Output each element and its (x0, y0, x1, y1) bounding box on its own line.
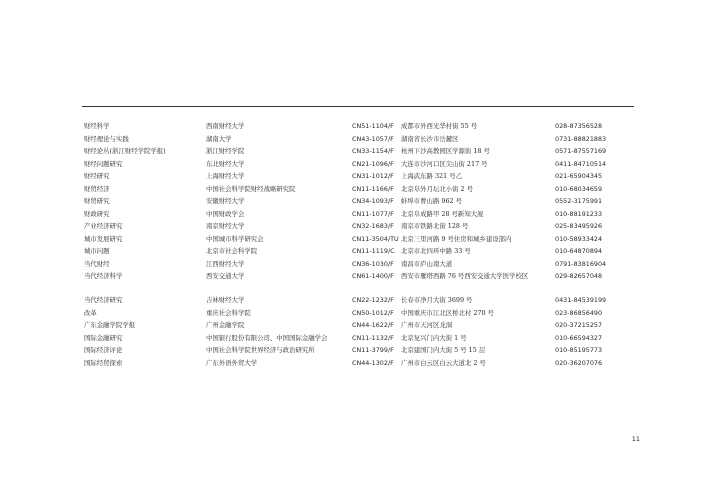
page-number: 11 (631, 435, 640, 443)
address-cell: 长春市净月大街 3699 号 (401, 296, 473, 304)
cn-number-cell: CN44-1302/F (352, 358, 394, 367)
phone-cell: 010-85195773 (555, 346, 603, 354)
table-row (82, 135, 638, 148)
phone-cell: 0552-3175991 (555, 197, 603, 205)
cn-number-cell: CN11-3799/F (352, 346, 394, 354)
publisher-cell: 东北财经大学 (206, 159, 245, 168)
table-row (82, 172, 638, 185)
table-row (82, 309, 638, 322)
journal-name-cell: 财经理论与实践 (84, 134, 129, 143)
publisher-cell: 西南财经大学 (206, 122, 245, 130)
journal-name-cell: 财经科学 (84, 122, 110, 130)
phone-cell: 020-37215257 (555, 321, 603, 329)
table-row (82, 334, 638, 347)
journal-name-cell: 国际金融研究 (84, 333, 123, 342)
address-cell: 西安市雁塔西路 76 号西安交通大学医学校区 (401, 272, 529, 280)
journal-table (82, 122, 638, 371)
journal-name-cell: 财经问题研究 (84, 159, 123, 168)
table-row (82, 346, 638, 359)
table-row (82, 185, 638, 198)
phone-cell: 0731-88821883 (555, 134, 607, 143)
phone-cell: 010-88191233 (555, 209, 603, 218)
table-row (82, 272, 638, 296)
cn-number-cell: CN34-1093/F (352, 197, 394, 205)
cn-number-cell: CN11-1166/F (352, 184, 394, 193)
address-cell: 北京复兴门内大街 1 号 (401, 333, 467, 342)
address-cell: 广州市白云区白云大道北 2 号 (401, 358, 486, 367)
address-cell: 上海武东路 321 号乙 (401, 172, 462, 180)
address-cell: 中国重庆市江北区桥北村 270 号 (401, 308, 494, 317)
cn-number-cell: CN44-1622/F (352, 321, 394, 329)
address-cell: 大连市沙河口区尖山街 217 号 (401, 159, 488, 168)
publisher-cell: 中国社会科学院世界经济与政治研究所 (206, 346, 315, 354)
table-row (82, 260, 638, 273)
publisher-cell: 中国银行股份有限公司、中国国际金融学会 (206, 333, 328, 342)
address-cell: 北京市北四环中路 33 号 (401, 247, 471, 255)
address-cell: 北京阜外月坛北小街 2 号 (401, 184, 474, 193)
cn-number-cell: CN32-1683/F (352, 222, 394, 230)
phone-cell: 023-86856490 (555, 308, 603, 317)
address-cell: 蚌埠市曹山路 962 号 (401, 197, 462, 205)
cn-number-cell: CN36-1030/F (352, 259, 394, 268)
journal-name-cell: 广东金融学院学报 (84, 321, 136, 329)
phone-cell: 020-36207076 (555, 358, 603, 367)
publisher-cell: 江西财经大学 (206, 259, 245, 268)
cn-number-cell: CN61-1400/F (352, 272, 394, 280)
address-cell: 广州市天河区龙洞 (401, 321, 453, 329)
cn-number-cell: CN21-1096/F (352, 159, 394, 168)
address-cell: 北京建国门内大街 5 号 15 层 (401, 346, 486, 354)
publisher-cell: 吉林财经大学 (206, 296, 245, 304)
table-row (82, 147, 638, 160)
phone-cell: 021-65904345 (555, 172, 603, 180)
journal-name-cell: 当代经济研究 (84, 296, 123, 304)
cn-number-cell: CN31-1012/F (352, 172, 394, 180)
journal-name-cell: 国际经济评论 (84, 346, 123, 354)
phone-cell: 0411-84710514 (555, 159, 607, 168)
address-cell: 北京三里河路 9 号住房和城乡建设部内 (401, 234, 512, 243)
publisher-cell: 上海财经大学 (206, 172, 245, 180)
publisher-cell: 中国城市科学研究会 (206, 234, 264, 243)
journal-name-cell: 财贸研究 (84, 197, 110, 205)
table-row (82, 210, 638, 223)
cn-number-cell: CN11-1077/F (352, 209, 394, 218)
phone-cell: 010-64870894 (555, 247, 603, 255)
table-row (82, 197, 638, 210)
publisher-cell: 中国社会科学院财经战略研究院 (206, 184, 296, 193)
journal-name-cell: 财政研究 (84, 209, 110, 218)
publisher-cell: 浙江财经学院 (206, 147, 245, 155)
phone-cell: 028-87356528 (555, 122, 603, 130)
journal-name-cell: 改革 (84, 308, 97, 317)
table-row (82, 160, 638, 173)
address-cell: 北京阜成路甲 28 号新知大厦 (401, 209, 484, 218)
publisher-cell: 广东外语外贸大学 (206, 358, 258, 367)
cn-number-cell: CN51-1104/F (352, 122, 394, 130)
table-row (82, 247, 638, 260)
publisher-cell: 北京市社会科学院 (206, 247, 258, 255)
address-cell: 南昌市庐山南大道 (401, 259, 453, 268)
publisher-cell: 广州金融学院 (206, 321, 245, 329)
address-cell: 杭州下沙高教园区学源街 18 号 (401, 147, 490, 155)
table-row (82, 359, 638, 372)
address-cell: 成都市外西光华村街 55 号 (401, 122, 478, 130)
cn-number-cell: CN50-1012/F (352, 308, 394, 317)
cn-number-cell: CN43-1057/F (352, 134, 394, 143)
publisher-cell: 重庆社会科学院 (206, 308, 251, 317)
table-row (82, 122, 638, 135)
cn-number-cell: CN22-1232/F (352, 296, 394, 304)
publisher-cell: 安徽财经大学 (206, 197, 245, 205)
phone-cell: 0431-84539199 (555, 296, 607, 304)
journal-name-cell: 财经论丛(浙江财经学院学报) (84, 147, 166, 155)
phone-cell: 029-82657048 (555, 272, 603, 280)
phone-cell: 0571-87557169 (555, 147, 607, 155)
table-row (82, 296, 638, 309)
publisher-cell: 南京财经大学 (206, 222, 245, 230)
cn-number-cell: CN33-1154/F (352, 147, 394, 155)
journal-name-cell: 财贸经济 (84, 184, 110, 193)
table-row (82, 222, 638, 235)
journal-name-cell: 财经研究 (84, 172, 110, 180)
table-row (82, 235, 638, 248)
address-cell: 南京市铁路北街 128 号 (401, 222, 469, 230)
phone-cell: 0791-83816904 (555, 259, 607, 268)
phone-cell: 010-58933424 (555, 234, 603, 243)
cn-number-cell: CN11-3504/TU (352, 234, 399, 243)
publisher-cell: 中国财政学会 (206, 209, 245, 218)
journal-name-cell: 城市发展研究 (84, 234, 123, 243)
journal-name-cell: 国际经贸探索 (84, 358, 123, 367)
phone-cell: 010-66594327 (555, 333, 603, 342)
journal-name-cell: 当代财经 (84, 259, 110, 268)
table-row (82, 321, 638, 334)
cn-number-cell: CN11-1132/F (352, 333, 394, 342)
cn-number-cell: CN11-1119/C (352, 247, 395, 255)
publisher-cell: 西安交通大学 (206, 272, 245, 280)
journal-name-cell: 产业经济研究 (84, 222, 123, 230)
phone-cell: 010-68034659 (555, 184, 603, 193)
header-rule (82, 106, 634, 107)
journal-name-cell: 当代经济科学 (84, 272, 123, 280)
address-cell: 湖南省长沙市岳麓区 (401, 134, 459, 143)
journal-name-cell: 城市问题 (84, 247, 110, 255)
publisher-cell: 湖南大学 (206, 134, 232, 143)
phone-cell: 025-83495926 (555, 222, 603, 230)
journal-table-body (82, 122, 638, 371)
